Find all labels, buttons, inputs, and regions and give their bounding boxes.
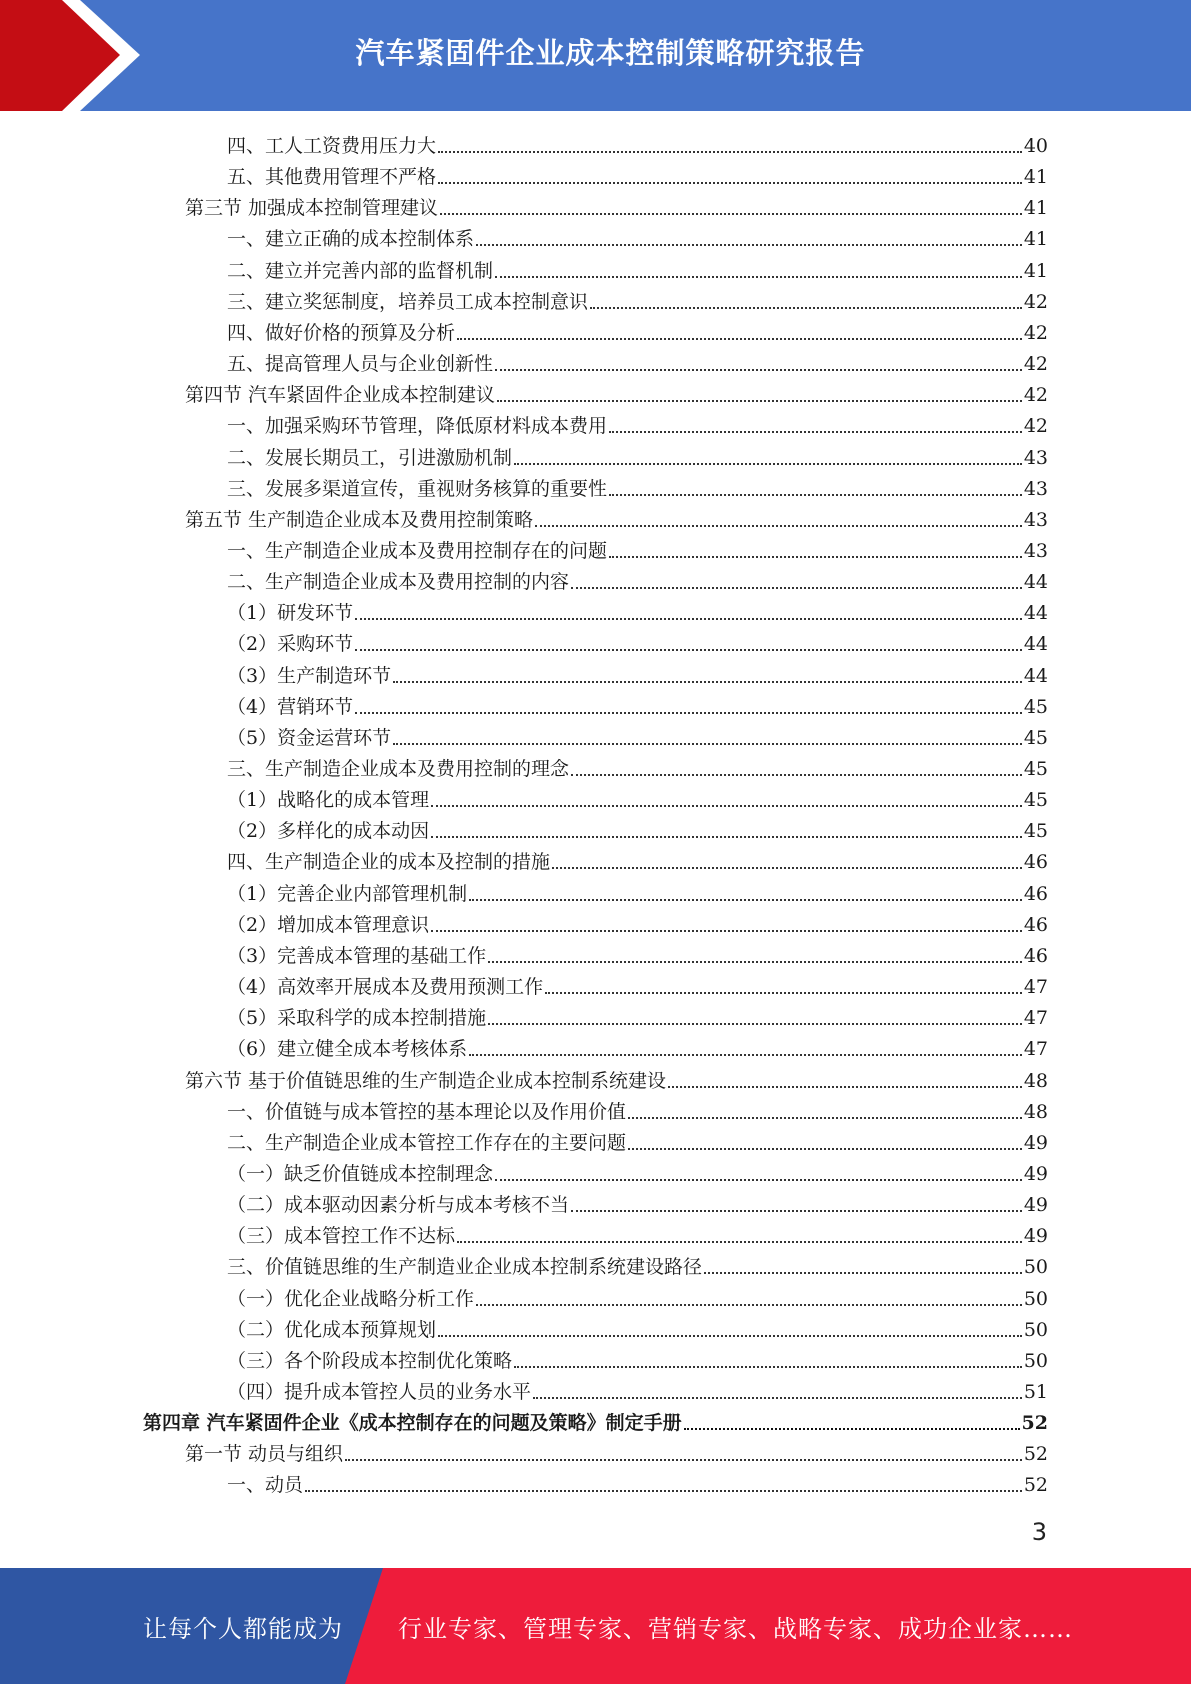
toc-entry-page: 45 <box>1023 789 1048 812</box>
toc-dot-leader <box>488 1023 1022 1025</box>
toc-item-row[interactable] <box>227 1467 1048 1498</box>
toc-entry-page: 47 <box>1023 1007 1048 1030</box>
toc-entry-label: 五、其他费用管理不严格 <box>227 166 437 189</box>
toc-item-row[interactable] <box>227 1343 1048 1374</box>
toc-entry-page: 42 <box>1023 384 1048 407</box>
toc-entry-label: （5）采取科学的成本控制措施 <box>227 1007 487 1030</box>
toc-item-row[interactable] <box>227 720 1048 751</box>
toc-entry-page: 50 <box>1023 1287 1048 1310</box>
toc-dot-leader <box>628 1117 1022 1119</box>
toc-item-row[interactable] <box>227 658 1048 689</box>
toc-dot-leader <box>431 930 1022 932</box>
toc-dot-leader <box>609 494 1022 496</box>
toc-dot-leader <box>469 1054 1022 1056</box>
toc-item-row[interactable] <box>227 221 1048 252</box>
toc-entry-label: （2）增加成本管理意识 <box>227 913 430 936</box>
toc-dot-leader <box>535 525 1022 527</box>
toc-entry-page: 47 <box>1023 976 1048 999</box>
toc-entry-label: （6）建立健全成本考核体系 <box>227 1038 468 1061</box>
toc-item-row[interactable] <box>227 315 1048 346</box>
toc-entry-label: （二）优化成本预算规划 <box>227 1318 437 1341</box>
toc-entry-label: （一）优化企业战略分析工作 <box>227 1287 475 1310</box>
footer-slogan-right: 行业专家、管理专家、营销专家、战略专家、成功企业家…… <box>398 1614 1073 1643</box>
toc-entry-label: 三、价值链思维的生产制造业企业成本控制系统建设路径 <box>227 1256 703 1279</box>
toc-dot-leader <box>469 899 1022 901</box>
toc-dot-leader <box>476 244 1022 246</box>
toc-entry-label: 一、生产制造企业成本及费用控制存在的问题 <box>227 539 608 562</box>
toc-item-row[interactable] <box>227 1000 1048 1031</box>
toc-entry-page: 51 <box>1023 1381 1048 1403</box>
footer-band <box>0 1568 1191 1684</box>
page-number: 3 <box>1031 1518 1047 1546</box>
toc-entry-label: 第三节 加强成本控制管理建议 <box>185 197 439 220</box>
toc-entry-label: 第五节 生产制造企业成本及费用控制策略 <box>185 508 534 531</box>
toc-entry-page: 42 <box>1023 415 1048 438</box>
toc-item-row[interactable] <box>227 533 1048 564</box>
toc-entry-label: 一、动员 <box>227 1474 304 1497</box>
toc-dot-leader <box>668 1086 1022 1088</box>
toc-dot-leader <box>438 182 1022 184</box>
toc-dot-leader <box>305 1490 1022 1492</box>
toc-entry-label: （1）研发环节 <box>227 602 354 625</box>
toc-entry-label: （二）成本驱动因素分析与成本考核不当 <box>227 1194 570 1217</box>
document-title: 汽车紧固件企业成本控制策略研究报告 <box>355 36 866 70</box>
toc-entry-label: 一、加强采购环节管理，降低原材料成本费用 <box>227 415 608 438</box>
toc-entry-page: 46 <box>1023 913 1048 936</box>
toc-entry-label: 一、建立正确的成本控制体系 <box>227 228 475 251</box>
toc-item-row[interactable] <box>227 1094 1048 1125</box>
toc-item-row[interactable] <box>227 128 1048 159</box>
toc-entry-label: （2）多样化的成本动因 <box>227 820 430 843</box>
toc-entry-label: （2）采购环节 <box>227 633 354 656</box>
toc-entry-page: 49 <box>1023 1194 1048 1217</box>
toc-item-row[interactable] <box>227 907 1048 938</box>
toc-item-row[interactable] <box>227 471 1048 502</box>
toc-item-row[interactable] <box>227 876 1048 907</box>
toc-item-row[interactable] <box>227 969 1048 1000</box>
toc-entry-page: 42 <box>1023 290 1048 313</box>
toc-entry-label: 二、生产制造企业成本管控工作存在的主要问题 <box>227 1131 627 1154</box>
toc-entry-label: （3）生产制造环节 <box>227 664 392 687</box>
toc-entry-label: （4）高效率开展成本及费用预测工作 <box>227 976 544 999</box>
toc-entry-page: 48 <box>1023 1100 1048 1123</box>
toc-item-row[interactable] <box>227 689 1048 720</box>
toc-item-row[interactable] <box>227 844 1048 875</box>
toc-entry-page: 41 <box>1023 197 1048 220</box>
toc-entry-label: （3）完善成本管理的基础工作 <box>227 944 487 967</box>
toc-entry-label: （三）各个阶段成本控制优化策略 <box>227 1349 513 1372</box>
toc-entry-page: 44 <box>1023 571 1048 594</box>
toc-entry-page: 49 <box>1023 1225 1048 1248</box>
toc-entry-page: 49 <box>1023 1131 1048 1154</box>
toc-chapter-row[interactable] <box>143 1405 1048 1436</box>
toc-dot-leader <box>628 1148 1022 1150</box>
toc-entry-page: 52 <box>1023 1474 1048 1497</box>
toc-dot-leader <box>355 618 1022 620</box>
toc-entry-label: （一）缺乏价值链成本控制理念 <box>227 1162 494 1185</box>
toc-dot-leader <box>438 151 1022 153</box>
toc-dot-leader <box>514 463 1022 465</box>
toc-entry-page: 45 <box>1023 820 1048 843</box>
toc-dot-leader <box>545 992 1022 994</box>
toc-entry-page: 45 <box>1023 726 1048 749</box>
toc-entry-label: 二、发展长期员工，引进激励机制 <box>227 446 513 469</box>
toc-section-row[interactable] <box>185 502 1048 533</box>
toc-entry-label: 四、工人工资费用压力大 <box>227 135 437 157</box>
toc-entry-page: 46 <box>1023 851 1048 874</box>
toc-section-row[interactable] <box>185 1436 1048 1467</box>
toc-entry-label: （1）战略化的成本管理 <box>227 789 430 812</box>
toc-dot-leader <box>495 276 1022 278</box>
toc-entry-page: 41 <box>1023 228 1048 251</box>
toc-entry-label: 第四节 汽车紧固件企业成本控制建议 <box>185 384 496 407</box>
toc-dot-leader <box>495 369 1022 371</box>
toc-entry-page: 44 <box>1023 633 1048 656</box>
toc-item-row[interactable] <box>227 813 1048 844</box>
toc-dot-leader <box>440 213 1022 215</box>
toc-entry-label: （四）提升成本管控人员的业务水平 <box>227 1381 532 1403</box>
toc-dot-leader <box>431 805 1022 807</box>
toc-item-row[interactable] <box>227 1156 1048 1187</box>
toc-item-row[interactable] <box>227 1281 1048 1312</box>
toc-entry-page: 41 <box>1023 259 1048 282</box>
toc-entry-page: 42 <box>1023 353 1048 376</box>
toc-entry-page: 42 <box>1023 321 1048 344</box>
toc-entry-label: 第四章 汽车紧固件企业《成本控制存在的问题及策略》制定手册 <box>143 1412 682 1435</box>
toc-dot-leader <box>345 1459 1022 1461</box>
toc-dot-leader <box>393 743 1022 745</box>
toc-dot-leader <box>438 1335 1022 1337</box>
toc-entry-page: 41 <box>1023 166 1048 189</box>
toc-entry-page: 48 <box>1023 1069 1048 1092</box>
toc-entry-label: 第六节 基于价值链思维的生产制造企业成本控制系统建设 <box>185 1069 667 1092</box>
toc-item-row[interactable] <box>227 253 1048 284</box>
toc-entry-label: 二、建立并完善内部的监督机制 <box>227 259 494 282</box>
toc-dot-leader <box>393 681 1022 683</box>
toc-section-row[interactable] <box>185 377 1048 408</box>
toc-item-row[interactable] <box>227 751 1048 782</box>
toc-dot-leader <box>704 1272 1022 1274</box>
toc-item-row[interactable] <box>227 284 1048 315</box>
toc-dot-leader <box>590 307 1022 309</box>
toc-item-row[interactable] <box>227 564 1048 595</box>
toc-entry-label: （三）成本管控工作不达标 <box>227 1225 456 1248</box>
footer-slogan-left: 让每个人都能成为 <box>143 1614 343 1643</box>
toc-item-row[interactable] <box>227 1312 1048 1343</box>
toc-dot-leader <box>495 1179 1022 1181</box>
toc-dot-leader <box>533 1397 1022 1399</box>
toc-entry-page: 44 <box>1023 664 1048 687</box>
toc-entry-page: 50 <box>1023 1318 1048 1341</box>
toc-item-row[interactable] <box>227 159 1048 190</box>
toc-entry-page: 50 <box>1023 1256 1048 1279</box>
toc-entry-page: 45 <box>1023 758 1048 780</box>
toc-entry-label: 四、生产制造企业的成本及控制的措施 <box>227 851 551 874</box>
toc-dot-leader <box>431 836 1022 838</box>
toc-dot-leader <box>497 400 1022 402</box>
toc-entry-label: 第一节 动员与组织 <box>185 1443 344 1466</box>
toc-dot-leader <box>476 1304 1022 1306</box>
toc-dot-leader <box>571 587 1022 589</box>
toc-item-row[interactable] <box>227 346 1048 377</box>
toc-entry-page: 43 <box>1023 477 1048 500</box>
toc-dot-leader <box>609 556 1022 558</box>
toc-entry-page: 43 <box>1023 539 1048 562</box>
toc-section-row[interactable] <box>185 190 1048 221</box>
toc-dot-leader <box>609 431 1022 433</box>
toc-entry-label: （4）营销环节 <box>227 695 354 718</box>
toc-item-row[interactable] <box>227 1187 1048 1218</box>
toc-entry-page: 50 <box>1023 1349 1048 1372</box>
toc-entry-page: 47 <box>1023 1038 1048 1061</box>
toc-item-row[interactable] <box>227 782 1048 813</box>
toc-entry-page: 45 <box>1023 695 1048 718</box>
toc-item-row[interactable] <box>227 626 1048 657</box>
toc-entry-label: 二、生产制造企业成本及费用控制的内容 <box>227 571 570 594</box>
toc-dot-leader <box>514 1366 1022 1368</box>
toc-section-row[interactable] <box>185 1063 1048 1094</box>
toc-item-row[interactable] <box>227 1249 1048 1280</box>
toc-item-row[interactable] <box>227 1218 1048 1249</box>
header-band <box>0 0 1191 111</box>
toc-dot-leader <box>571 1210 1022 1212</box>
toc-entry-page: 43 <box>1023 446 1048 469</box>
toc-entry-page: 40 <box>1023 135 1048 157</box>
toc-dot-leader <box>457 1241 1022 1243</box>
toc-entry-label: 五、提高管理人员与企业创新性 <box>227 353 494 376</box>
toc-dot-leader <box>571 774 1022 776</box>
toc-dot-leader <box>355 712 1022 714</box>
toc-item-row[interactable] <box>227 1374 1048 1405</box>
toc-item-row[interactable] <box>227 408 1048 439</box>
toc-item-row[interactable] <box>227 1031 1048 1062</box>
toc-entry-page: 44 <box>1023 602 1048 625</box>
toc-entry-label: 一、价值链与成本管控的基本理论以及作用价值 <box>227 1100 627 1123</box>
toc-entry-label: （1）完善企业内部管理机制 <box>227 882 468 905</box>
toc-dot-leader <box>684 1428 1020 1430</box>
toc-dot-leader <box>552 867 1022 869</box>
toc-item-row[interactable] <box>227 1125 1048 1156</box>
toc-entry-label: 三、生产制造企业成本及费用控制的理念 <box>227 758 570 780</box>
toc-entry-page: 46 <box>1023 882 1048 905</box>
toc-dot-leader <box>457 338 1022 340</box>
toc-item-row[interactable] <box>227 938 1048 969</box>
toc-dot-leader <box>355 649 1022 651</box>
toc-entry-label: 四、做好价格的预算及分析 <box>227 321 456 344</box>
toc-item-row[interactable] <box>227 595 1048 626</box>
toc-item-row[interactable] <box>227 440 1048 471</box>
toc-entry-label: （5）资金运营环节 <box>227 726 392 749</box>
toc-entry-page: 52 <box>1023 1443 1048 1466</box>
toc-dot-leader <box>488 961 1022 963</box>
toc-entry-label: 三、发展多渠道宣传，重视财务核算的重要性 <box>227 477 608 500</box>
toc-entry-page: 46 <box>1023 944 1048 967</box>
toc-entry-page: 49 <box>1023 1162 1048 1185</box>
toc-entry-page: 52 <box>1021 1412 1048 1435</box>
toc-entry-label: 三、建立奖惩制度，培养员工成本控制意识 <box>227 290 589 313</box>
toc-entry-page: 43 <box>1023 508 1048 531</box>
